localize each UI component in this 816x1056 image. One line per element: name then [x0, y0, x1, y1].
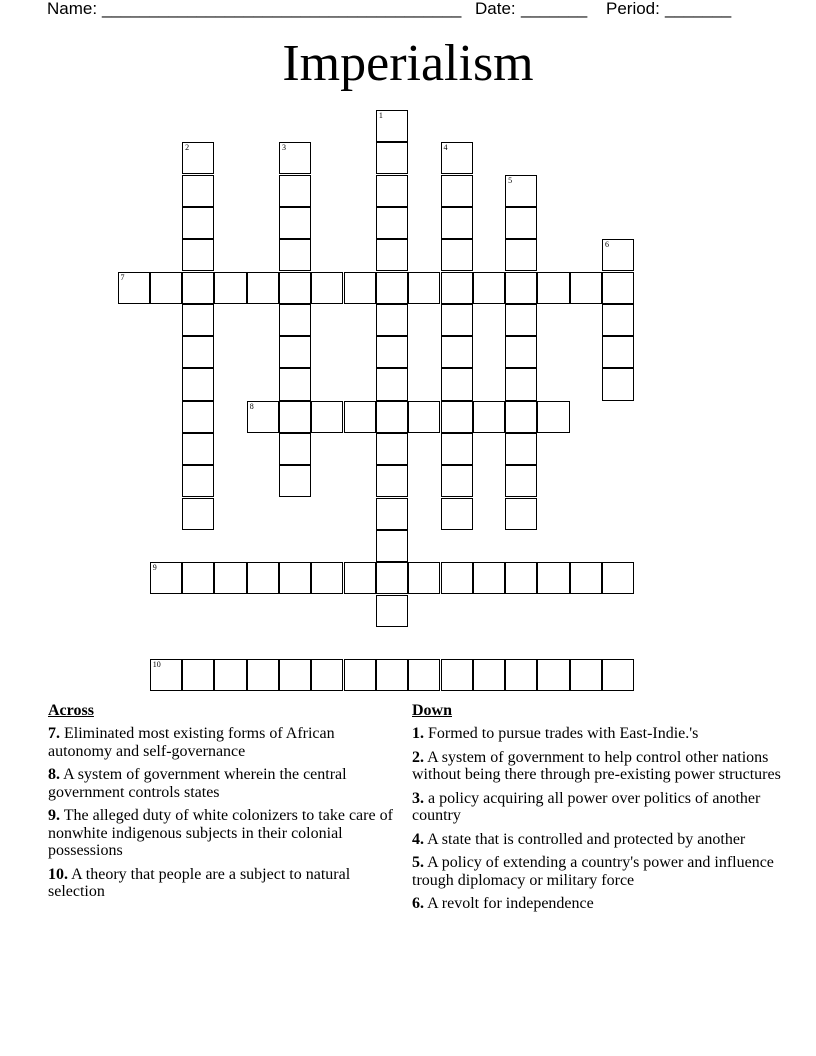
crossword-cell[interactable] [182, 175, 214, 207]
crossword-cell[interactable] [279, 465, 311, 497]
crossword-cell[interactable] [537, 562, 569, 594]
crossword-cell[interactable] [602, 239, 634, 271]
crossword-cell[interactable] [376, 368, 408, 400]
crossword-cell[interactable] [376, 465, 408, 497]
clue-number: 9. [48, 807, 60, 824]
crossword-cell[interactable] [602, 272, 634, 304]
cell-number: 4 [443, 143, 448, 153]
cell-number: 3 [282, 143, 286, 153]
crossword-cell[interactable] [247, 659, 279, 691]
clue-across-7 [48, 725, 393, 760]
cell-number: 6 [605, 240, 609, 250]
crossword-cell[interactable] [537, 659, 569, 691]
cell-number: 5 [508, 175, 513, 185]
crossword-cell[interactable] [602, 336, 634, 368]
clue-across-10 [48, 866, 393, 901]
clue-across-9 [48, 807, 393, 860]
cell-number: 8 [249, 401, 254, 411]
crossword-cell[interactable] [602, 304, 634, 336]
crossword-cell[interactable] [279, 368, 311, 400]
name-label: Name: [47, 0, 98, 18]
crossword-cell[interactable] [441, 562, 473, 594]
crossword-cell[interactable] [505, 498, 537, 530]
crossword-cell[interactable] [279, 239, 311, 271]
crossword-cell[interactable] [182, 272, 214, 304]
crossword-cell[interactable] [408, 272, 440, 304]
clue-number: 7. [48, 725, 60, 742]
clue-across-8 [48, 766, 393, 801]
crossword-cell[interactable] [537, 401, 569, 433]
clue-text: A system of government to help control other nations without being there through pre-existing power structures [412, 748, 781, 783]
crossword-cell[interactable] [214, 562, 246, 594]
clue-number: 10. [48, 865, 68, 883]
clue-text: A theory that people are a subject to natural selection [48, 865, 351, 900]
crossword-cell[interactable] [311, 659, 343, 691]
clue-down-6 [412, 895, 792, 913]
crossword-cell[interactable] [408, 562, 440, 594]
clue-text: a policy acquiring all power over politics of another country [412, 789, 761, 824]
crossword-cell[interactable] [118, 272, 150, 304]
crossword-cell[interactable] [247, 562, 279, 594]
crossword-cell[interactable] [505, 304, 537, 336]
crossword-cell[interactable] [441, 433, 473, 465]
name-blank[interactable]: ______________________________________ [102, 0, 462, 18]
crossword-cell[interactable] [473, 272, 505, 304]
page-title: Imperialism [282, 35, 534, 92]
crossword-cell[interactable] [441, 336, 473, 368]
clue-number: 1. [412, 725, 424, 742]
crossword-cell[interactable] [279, 562, 311, 594]
crossword-cell[interactable] [537, 272, 569, 304]
crossword-cell[interactable] [376, 142, 408, 174]
clue-text: A system of government wherein the central government controls states [48, 766, 347, 801]
crossword-cell[interactable] [441, 465, 473, 497]
crossword-cell[interactable] [505, 401, 537, 433]
crossword-cell[interactable] [505, 562, 537, 594]
across-clues [48, 702, 393, 907]
clue-number: 3. [412, 789, 424, 807]
crossword-cell[interactable] [344, 562, 376, 594]
crossword-cell[interactable] [473, 562, 505, 594]
crossword-cell[interactable] [279, 659, 311, 691]
crossword-cell[interactable] [311, 272, 343, 304]
crossword-cell[interactable] [505, 433, 537, 465]
crossword-cell[interactable] [376, 498, 408, 530]
down-clues [412, 702, 792, 919]
crossword-cell[interactable] [214, 272, 246, 304]
crossword-cell[interactable] [505, 336, 537, 368]
crossword-cell[interactable] [279, 401, 311, 433]
clue-number: 5. [412, 854, 424, 871]
cell-number: 2 [185, 143, 190, 153]
crossword-cell[interactable] [247, 272, 279, 304]
crossword-cell[interactable] [376, 530, 408, 562]
crossword-cell[interactable] [441, 401, 473, 433]
crossword-cell[interactable] [150, 659, 182, 691]
crossword-cell[interactable] [376, 304, 408, 336]
crossword-cell[interactable] [150, 272, 182, 304]
clue-number: 4. [412, 830, 424, 848]
crossword-cell[interactable] [182, 142, 214, 174]
crossword-cell[interactable] [602, 659, 634, 691]
crossword-cell[interactable] [376, 110, 408, 142]
crossword-cell[interactable] [505, 175, 537, 207]
crossword-cell[interactable] [441, 304, 473, 336]
cell-number: 7 [120, 272, 125, 282]
clue-number: 2. [412, 748, 424, 766]
crossword-cell[interactable] [182, 659, 214, 691]
crossword-cell[interactable] [408, 659, 440, 691]
crossword-cell[interactable] [376, 659, 408, 691]
crossword-cell[interactable] [182, 465, 214, 497]
crossword-cell[interactable] [376, 336, 408, 368]
cell-number: 1 [378, 111, 383, 120]
crossword-cell[interactable] [505, 207, 537, 239]
date-blank[interactable]: _______ [521, 0, 588, 18]
crossword-cell[interactable] [279, 272, 311, 304]
clue-down-4 [412, 831, 792, 849]
crossword-cell[interactable] [311, 562, 343, 594]
clue-down-3 [412, 790, 792, 825]
crossword-cell[interactable] [602, 368, 634, 400]
crossword-cell[interactable] [182, 368, 214, 400]
crossword-cell[interactable] [505, 659, 537, 691]
crossword-cell[interactable] [376, 401, 408, 433]
crossword-cell[interactable] [376, 562, 408, 594]
crossword-cell[interactable] [182, 433, 214, 465]
crossword-cell[interactable] [376, 207, 408, 239]
crossword-cell[interactable] [505, 272, 537, 304]
crossword-cell[interactable] [570, 659, 602, 691]
crossword-cell[interactable] [602, 562, 634, 594]
cell-number: 10 [152, 660, 161, 670]
crossword-cell[interactable] [376, 239, 408, 271]
crossword-cell[interactable] [441, 498, 473, 530]
crossword-cell[interactable] [344, 659, 376, 691]
cell-number: 9 [152, 563, 157, 573]
crossword-cell[interactable] [182, 239, 214, 271]
crossword-cell[interactable] [441, 272, 473, 304]
crossword-cell[interactable] [150, 562, 182, 594]
clue-number: 8. [48, 766, 60, 783]
crossword-cell[interactable] [182, 207, 214, 239]
clue-text: A policy of extending a country's power and influence trough diplomacy or military force [412, 854, 774, 889]
crossword-cell[interactable] [214, 659, 246, 691]
crossword-cell[interactable] [344, 401, 376, 433]
crossword-cell[interactable] [505, 239, 537, 271]
crossword-cell[interactable] [505, 465, 537, 497]
crossword-cell[interactable] [473, 401, 505, 433]
crossword-cell[interactable] [182, 401, 214, 433]
crossword-cell[interactable] [441, 207, 473, 239]
crossword-cell[interactable] [279, 304, 311, 336]
clue-number: 6. [412, 895, 424, 912]
crossword-cell[interactable] [279, 175, 311, 207]
period-blank[interactable]: _______ [665, 0, 732, 18]
crossword-cell[interactable] [279, 433, 311, 465]
crossword-cell[interactable] [376, 272, 408, 304]
crossword-cell[interactable] [279, 142, 311, 174]
period-label: Period: [606, 0, 660, 18]
crossword-cell[interactable] [376, 175, 408, 207]
crossword-cell[interactable] [441, 175, 473, 207]
crossword-cell[interactable] [279, 207, 311, 239]
clue-down-2 [412, 749, 792, 784]
clue-down-1 [412, 725, 792, 743]
crossword-cell[interactable] [441, 239, 473, 271]
down-heading: Down [412, 702, 453, 719]
crossword-cell[interactable] [182, 562, 214, 594]
crossword-cell[interactable] [570, 562, 602, 594]
date-label: Date: [475, 0, 516, 18]
crossword-cell[interactable] [279, 336, 311, 368]
crossword-cell[interactable] [182, 498, 214, 530]
crossword-cell[interactable] [505, 368, 537, 400]
crossword-cell[interactable] [182, 336, 214, 368]
crossword-cell[interactable] [376, 595, 408, 627]
crossword-cell[interactable] [182, 304, 214, 336]
crossword-cell[interactable] [408, 401, 440, 433]
crossword-cell[interactable] [441, 142, 473, 174]
crossword-cell[interactable] [311, 401, 343, 433]
clue-text: A revolt for independence [427, 895, 594, 912]
across-heading: Across [48, 702, 94, 719]
crossword-cell[interactable] [376, 433, 408, 465]
crossword-cell[interactable] [441, 368, 473, 400]
crossword-cell[interactable] [247, 401, 279, 433]
clue-down-5 [412, 854, 792, 889]
crossword-cell[interactable] [473, 659, 505, 691]
crossword-cell[interactable] [344, 272, 376, 304]
clue-text: A state that is controlled and protected by another [427, 830, 746, 848]
clue-text: The alleged duty of white colonizers to take care of nonwhite indigenous subjects in their colonial possessions [48, 807, 393, 859]
crossword-cell[interactable] [570, 272, 602, 304]
clue-text: Formed to pursue trades with East-Indie.'s [428, 725, 699, 742]
crossword-cell[interactable] [441, 659, 473, 691]
clue-text: Eliminated most existing forms of African autonomy and self-governance [48, 725, 335, 760]
